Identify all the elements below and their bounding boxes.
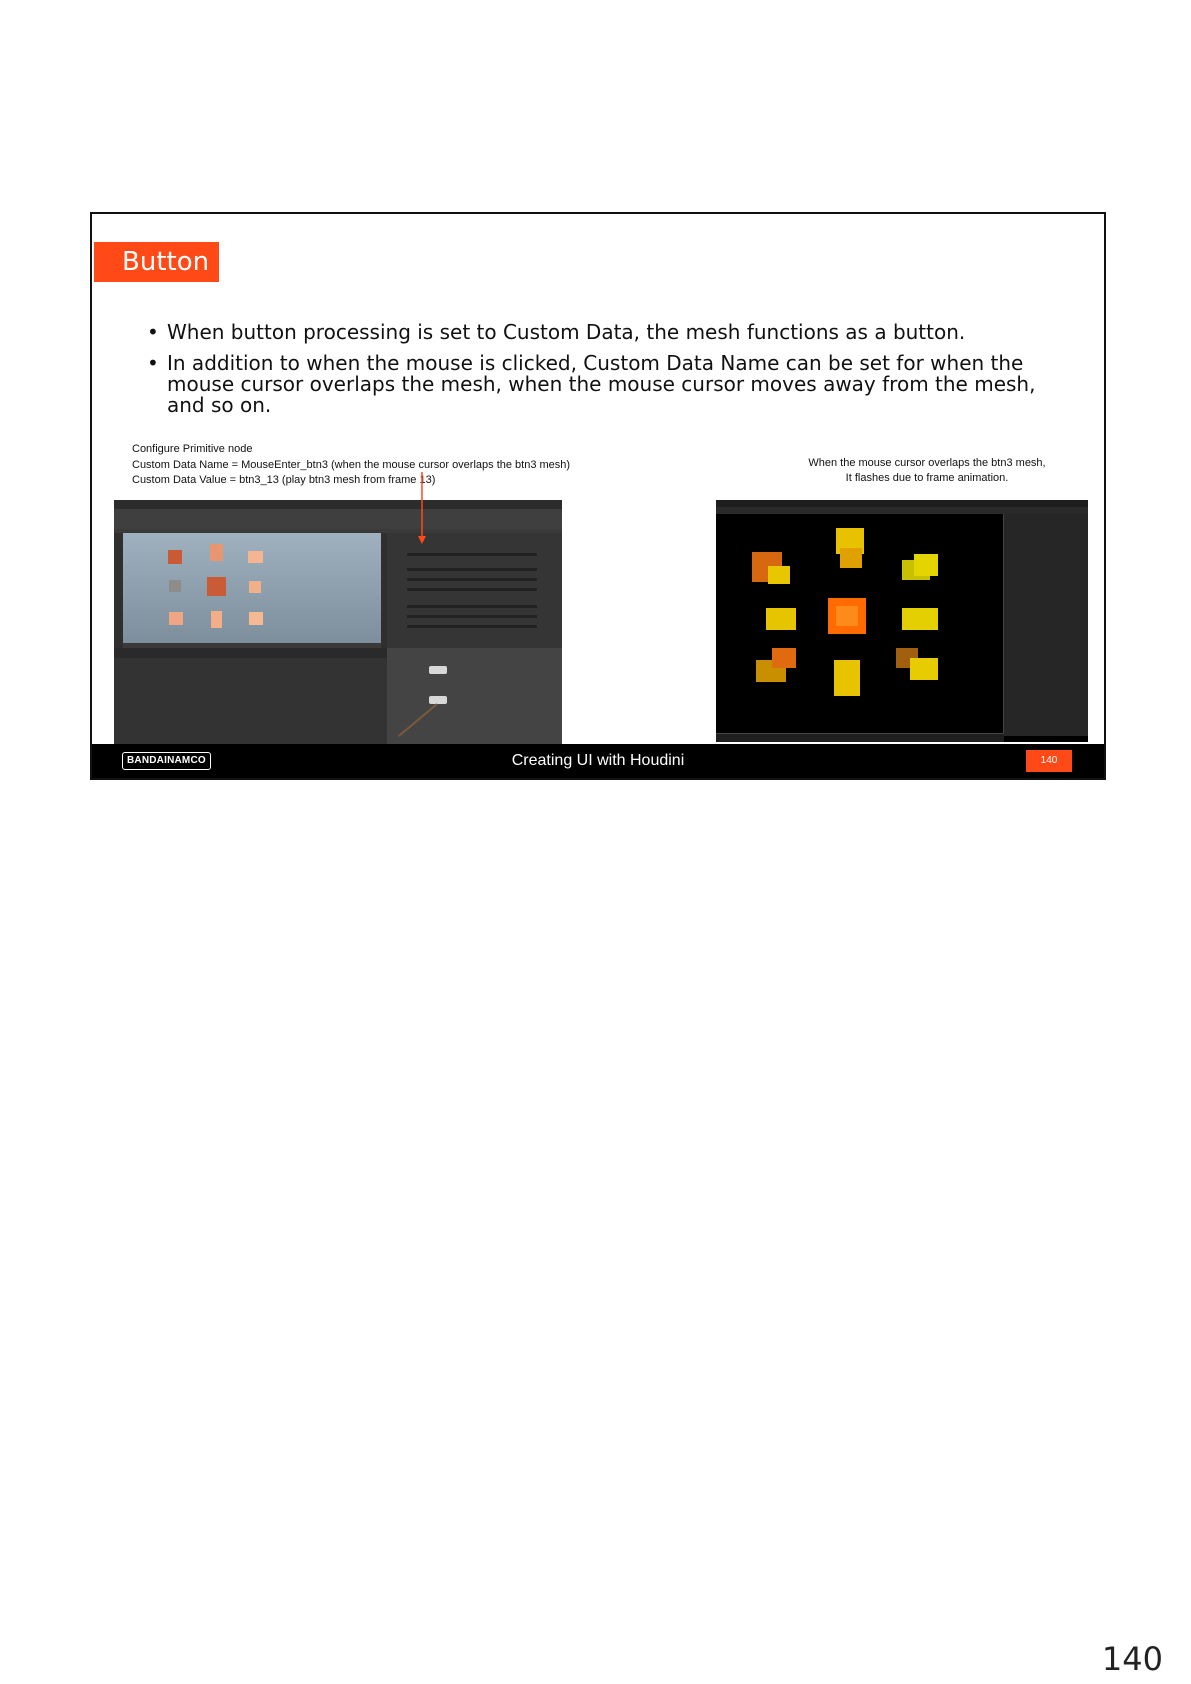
bullet-item: • When button processing is set to Custom Data, the mesh functions as a button. xyxy=(147,322,1067,343)
slide-title: Button xyxy=(94,242,219,282)
caption-line: When the mouse cursor overlaps the btn3 mesh, xyxy=(808,457,1046,469)
caption-line: It flashes due to frame animation. xyxy=(845,472,1009,484)
page-number: 140 xyxy=(1101,1640,1163,1678)
slide-footer xyxy=(92,744,1104,778)
runtime-preview-screenshot xyxy=(716,500,1088,742)
brand-logo: BANDAINAMCO xyxy=(122,752,211,770)
window-menubar xyxy=(716,507,1088,514)
footer-title: Creating UI with Houdini xyxy=(511,752,685,769)
slide xyxy=(90,212,1106,780)
caption-line: Custom Data Value = btn3_13 (play btn3 mesh from frame 13) xyxy=(132,474,436,486)
runtime-side-panel xyxy=(1003,514,1088,736)
window-titlebar xyxy=(716,500,1088,507)
runtime-status-bar xyxy=(716,733,1004,742)
bullet-item: • In addition to when the mouse is clicked, Custom Data Name can be set for when the mouse cursor overlaps the mesh, when the mouse cursor moves away from the mesh, and so on. xyxy=(147,353,1067,416)
caption-line: Custom Data Name = MouseEnter_btn3 (when the mouse cursor overlaps the btn3 mesh) xyxy=(132,458,571,471)
slide-number-badge: 140 xyxy=(1026,750,1072,772)
caption-line: Configure Primitive node xyxy=(132,443,253,455)
